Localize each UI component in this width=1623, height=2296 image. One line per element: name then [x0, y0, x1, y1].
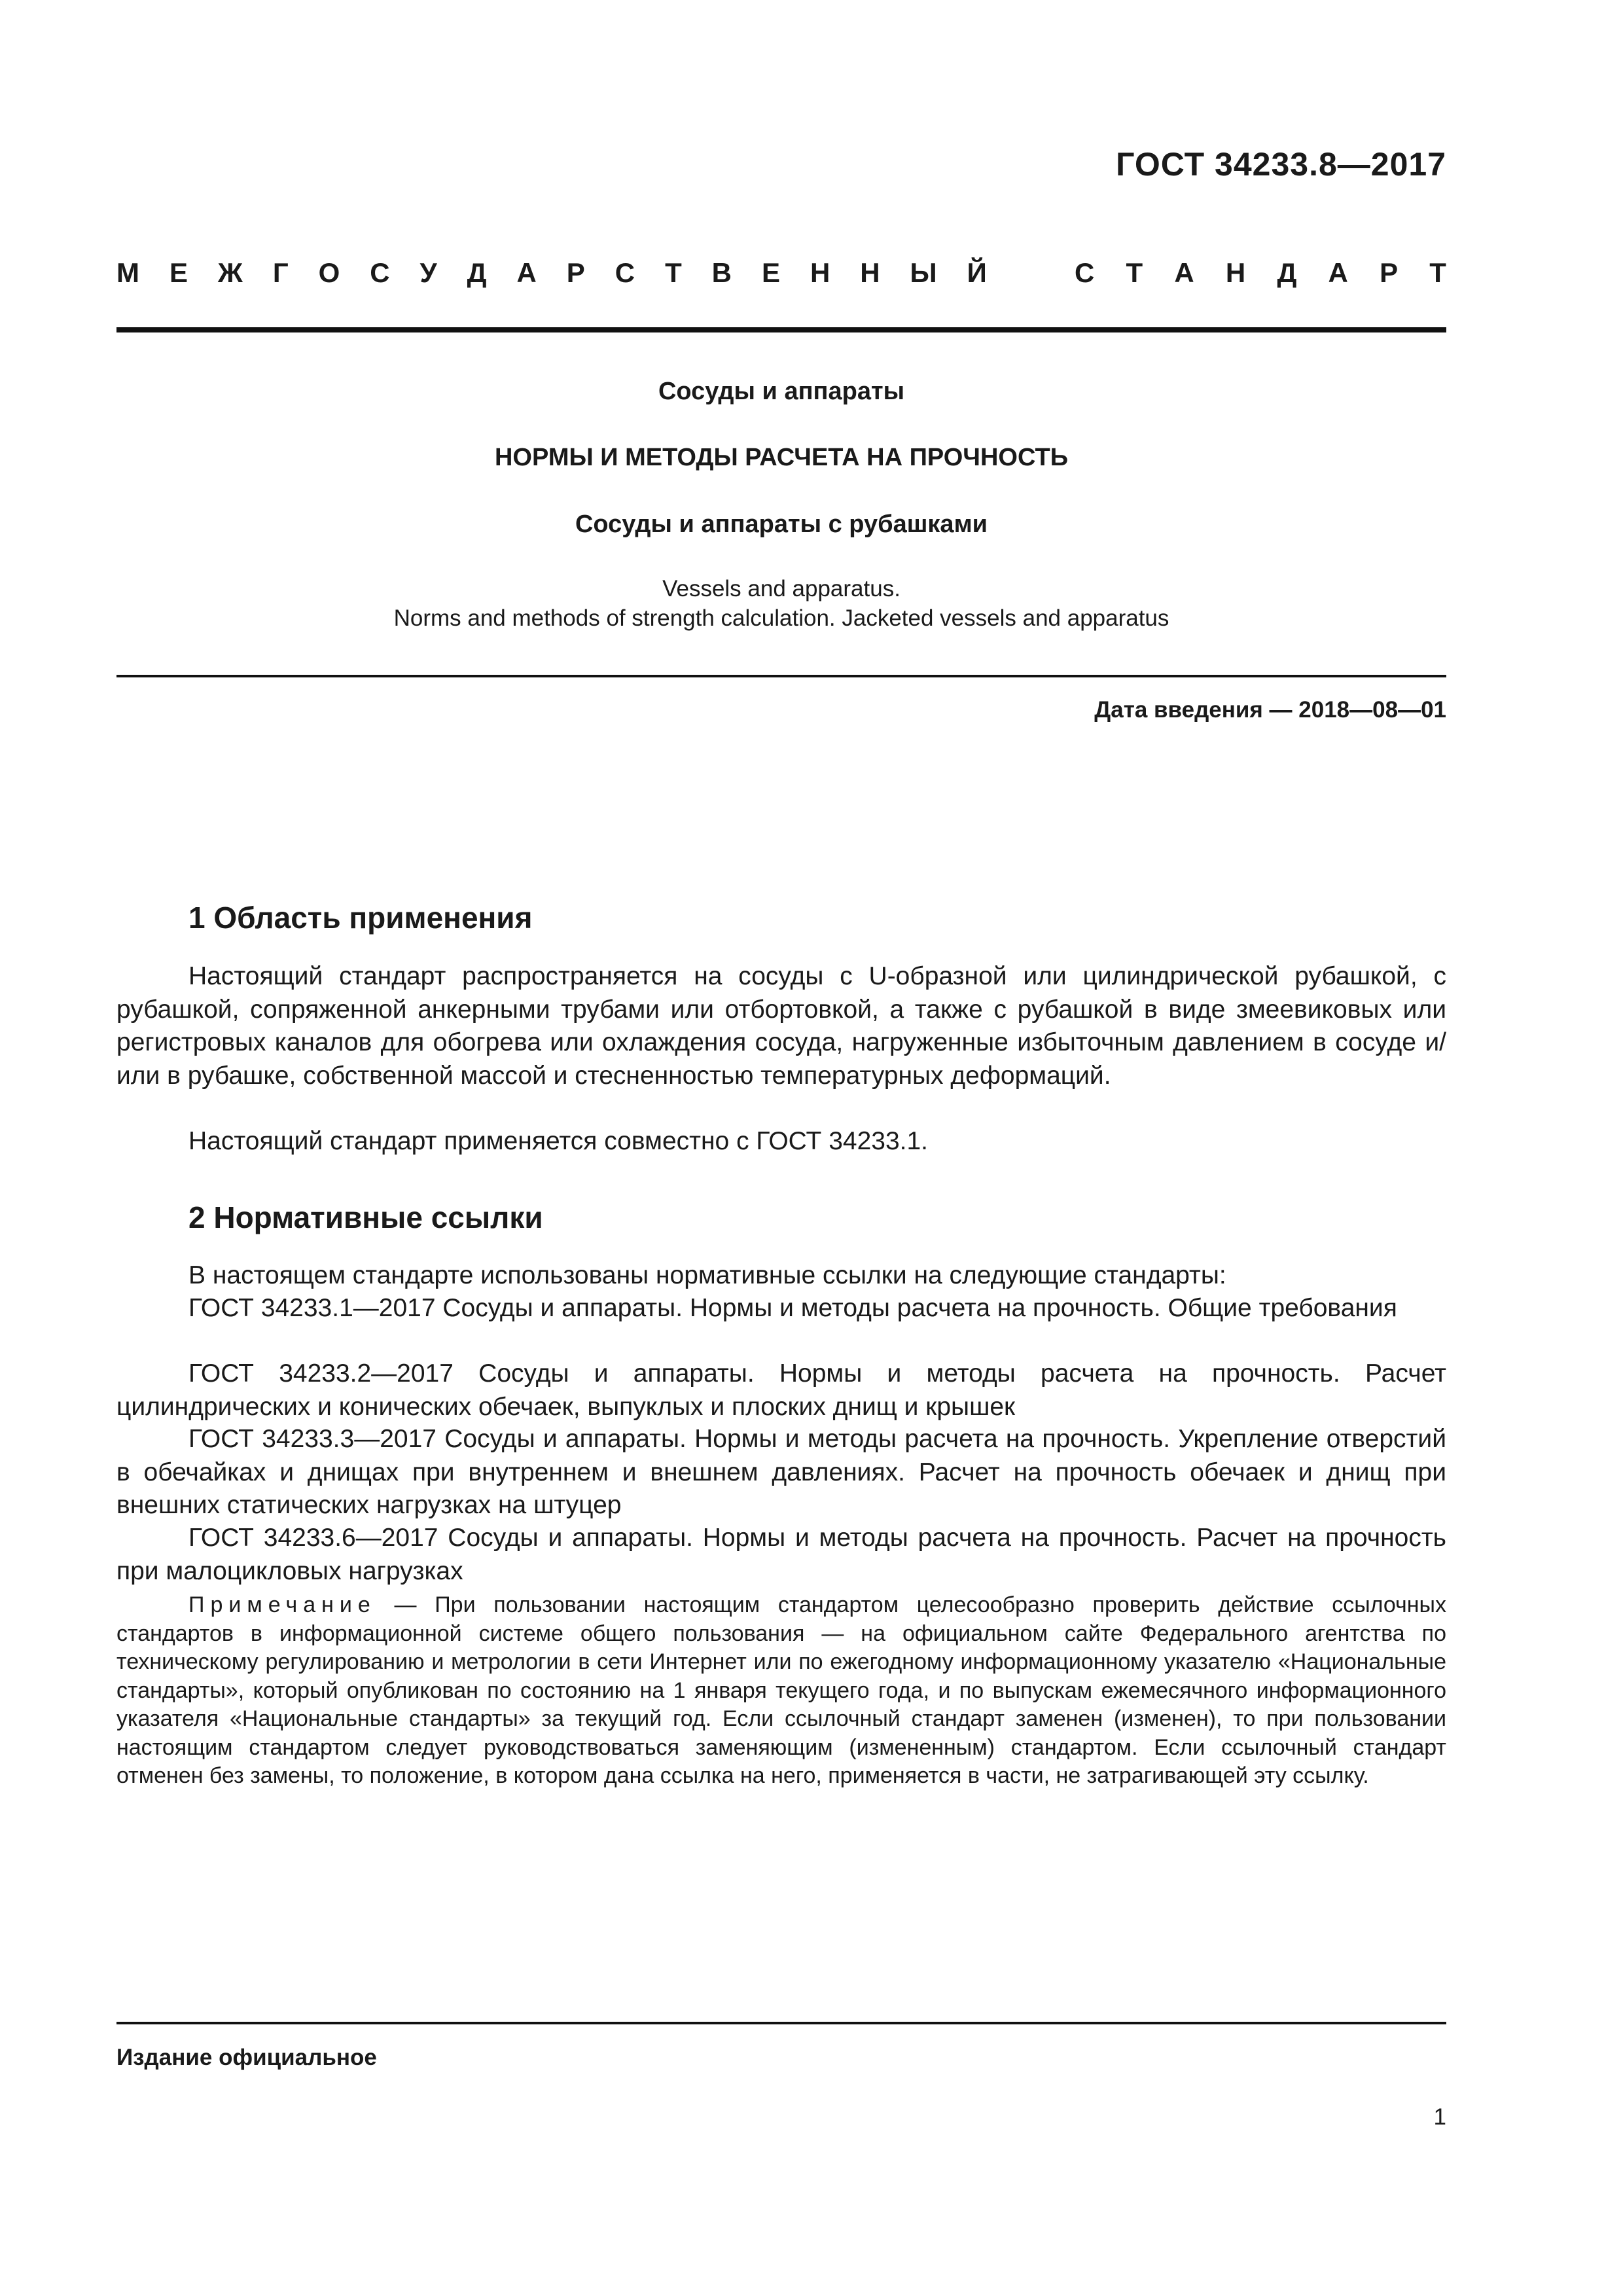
- title-english-line1: Vessels and apparatus.: [662, 576, 901, 601]
- banner-letter: У: [419, 257, 437, 288]
- reference-item: ГОСТ 34233.6—2017 Сосуды и аппараты. Нормы и методы расчета на прочность. Расчет на прочность при малоцикловых нагрузках: [116, 1524, 1446, 1585]
- banner-letter: Г: [272, 257, 289, 288]
- section1-paragraph1: Настоящий стандарт распространяется на сосуды с U-образной или цилиндрической рубашкой, с рубашкой, сопряженной анкерными трубами или отбортовкой, а также с рубашкой в виде змеевиковых или регистровых каналов для обогрева или охлаждения сосуда, нагруженные избыточным давлением в сосуде и/или в рубашке, собственной массой и стесненностью температурных деформаций.: [116, 962, 1446, 1090]
- banner-letter: Е: [761, 257, 780, 288]
- title-divider: [116, 675, 1446, 677]
- footer-divider: [116, 2022, 1446, 2024]
- section1-heading: 1 Область применения: [188, 901, 533, 935]
- title-english-line2: Norms and methods of strength calculation. Jacketed vessels and apparatus: [393, 605, 1169, 631]
- introduction-date: Дата введения — 2018—08—01: [1094, 697, 1446, 723]
- banner-letter: В: [711, 257, 732, 288]
- banner-letter: С: [370, 257, 390, 288]
- banner-word-interstate: [116, 257, 987, 289]
- section2-heading: 2 Нормативные ссылки: [188, 1200, 543, 1234]
- edition-label: Издание официальное: [116, 2045, 377, 2070]
- document-number: ГОСТ 34233.8—2017: [1116, 146, 1446, 183]
- reference-note: [116, 1591, 1446, 1791]
- banner-letter: О: [318, 257, 340, 288]
- reference-item: ГОСТ 34233.1—2017 Сосуды и аппараты. Нормы и методы расчета на прочность. Общие требования: [188, 1294, 1397, 1322]
- banner-letter: Н: [1225, 257, 1246, 288]
- banner-letter: С: [615, 257, 635, 288]
- banner-letter: Ы: [910, 257, 937, 288]
- banner-word-standard: [1075, 257, 1446, 289]
- banner-letter: Т: [1126, 257, 1143, 288]
- banner-letter: Т: [1429, 257, 1446, 288]
- banner-letter: Й: [967, 257, 987, 288]
- banner-letter: А: [1174, 257, 1194, 288]
- note-text: — При пользовании настоящим стандартом целесообразно проверить действие ссылочных стандартов в информационной системе общего пользования — на официальном сайте Федерального агентства по техническому регулированию и метрологии в сети Интернет или по ежегодному информационному указателю «Национальные стандарты», который опубликован по состоянию на 1 января текущего года, и по выпускам ежемесячного информационного указателя «Национальные стандарты» за текущий год. Если ссылочный стандарт заменен (изменен), то при пользовании настоящим стандартом следует руководствоваться заменяющим (измененным) стандартом. Если ссылочный стандарт отменен без замены, то положение, в котором дана ссылка на него, применяется в части, не затрагивающей эту ссылку.: [116, 1592, 1446, 1788]
- note-label: Примечание: [188, 1592, 376, 1617]
- banner-letter: А: [516, 257, 537, 288]
- reference-item: ГОСТ 34233.2—2017 Сосуды и аппараты. Нормы и методы расчета на прочность. Расчет цилиндрических и конических обечаек, выпуклых и плоских днищ и крышек: [116, 1359, 1446, 1421]
- banner-letter: Д: [467, 257, 487, 288]
- section2-intro: В настоящем стандарте использованы нормативные ссылки на следующие стандарты:: [188, 1261, 1226, 1289]
- banner-letter: Р: [1380, 257, 1399, 288]
- page-number: 1: [1433, 2104, 1446, 2130]
- reference-item: ГОСТ 34233.3—2017 Сосуды и аппараты. Нормы и методы расчета на прочность. Укрепление отверстий в обечайках и днищах при внутреннем и внешнем давлениях. Расчет на прочность обечаек и днищ при внешних статических нагрузках на штуцер: [116, 1425, 1446, 1519]
- title-main: НОРМЫ И МЕТОДЫ РАСЧЕТА НА ПРОЧНОСТЬ: [494, 444, 1069, 471]
- header-divider: [116, 327, 1446, 332]
- banner-letter: Е: [169, 257, 188, 288]
- interstate-standard-banner: [116, 257, 1446, 289]
- banner-letter: М: [116, 257, 139, 288]
- banner-letter: Н: [860, 257, 880, 288]
- banner-letter: Т: [665, 257, 682, 288]
- banner-letter: С: [1075, 257, 1095, 288]
- title-group: Сосуды и аппараты: [658, 378, 905, 405]
- section1-paragraph2: Настоящий стандарт применяется совместно с ГОСТ 34233.1.: [188, 1127, 929, 1155]
- banner-letter: А: [1328, 257, 1348, 288]
- title-sub: Сосуды и аппараты с рубашками: [575, 511, 988, 538]
- banner-letter: Д: [1277, 257, 1297, 288]
- banner-letter: Н: [810, 257, 830, 288]
- banner-letter: Ж: [217, 257, 243, 288]
- banner-letter: Р: [566, 257, 585, 288]
